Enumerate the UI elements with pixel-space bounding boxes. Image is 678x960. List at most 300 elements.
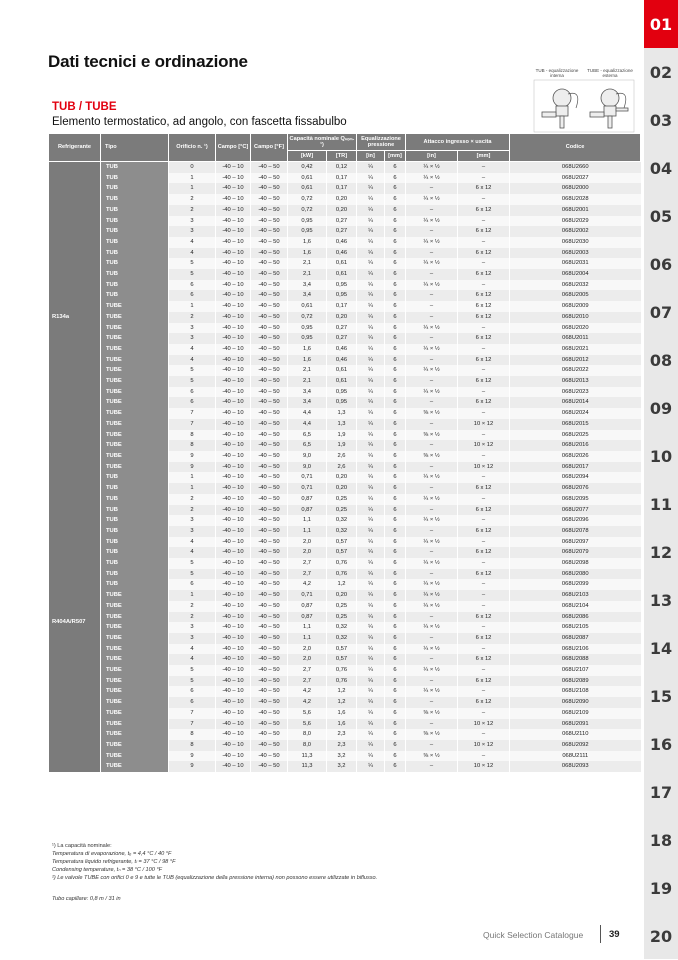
cell-tr: 1,3 — [327, 408, 357, 419]
specification-table — [48, 133, 641, 772]
page-number: 39 — [609, 929, 620, 940]
sidebar-chapter-06[interactable]: 06 — [649, 254, 673, 274]
cell-campo-f: -40 – 50 — [251, 537, 288, 548]
cell-campo-f: -40 – 50 — [251, 355, 288, 366]
cell-att-mm: – — [458, 751, 510, 762]
cell-att-in: ¼ × ½ — [406, 590, 458, 601]
cell-eq-in: ¼ — [357, 430, 385, 441]
cell-tipo: TUBE — [101, 612, 169, 623]
cell-eq-in: ¼ — [357, 226, 385, 237]
cell-tr: 0,27 — [327, 216, 357, 227]
cell-orificio: 4 — [169, 644, 216, 655]
cell-tr: 0,76 — [327, 665, 357, 676]
cell-codice: 068U2107 — [510, 665, 641, 676]
cell-campo-f: -40 – 50 — [251, 194, 288, 205]
sidebar-chapter-07[interactable]: 07 — [649, 302, 673, 322]
cell-codice: 068U2022 — [510, 365, 641, 376]
cell-orificio: 2 — [169, 601, 216, 612]
cell-tr: 0,76 — [327, 558, 357, 569]
cell-orificio: 0 — [169, 162, 216, 173]
cell-tipo: TUB — [101, 280, 169, 291]
cell-eq-mm: 6 — [385, 547, 406, 558]
cell-codice: 068U2017 — [510, 462, 641, 473]
footer-catalogue-label: Quick Selection Catalogue — [483, 930, 584, 940]
header-campo-f: Campo [°F] — [251, 134, 288, 162]
cell-campo-f: -40 – 50 — [251, 408, 288, 419]
cell-campo-c: -40 – 10 — [216, 729, 251, 740]
table-row — [49, 301, 641, 312]
cell-att-mm: – — [458, 173, 510, 184]
cell-eq-in: ¼ — [357, 601, 385, 612]
cell-campo-f: -40 – 50 — [251, 226, 288, 237]
cell-kw: 11,3 — [288, 751, 327, 762]
cell-eq-mm: 6 — [385, 697, 406, 708]
cell-att-in: ¼ × ½ — [406, 537, 458, 548]
cell-att-mm: 6 x 12 — [458, 612, 510, 623]
cell-campo-f: -40 – 50 — [251, 612, 288, 623]
cell-campo-c: -40 – 10 — [216, 365, 251, 376]
cell-tipo: TUB — [101, 237, 169, 248]
cell-codice: 068U2029 — [510, 216, 641, 227]
sidebar-chapter-13[interactable]: 13 — [649, 590, 673, 610]
cell-att-mm: – — [458, 590, 510, 601]
sidebar-chapter-10[interactable]: 10 — [649, 446, 673, 466]
cell-tr: 0,20 — [327, 194, 357, 205]
cell-campo-f: -40 – 50 — [251, 237, 288, 248]
table-row — [49, 494, 641, 505]
cell-eq-mm: 6 — [385, 205, 406, 216]
header-tipo: Tipo — [101, 134, 169, 162]
cell-eq-mm: 6 — [385, 505, 406, 516]
cell-kw: 4,2 — [288, 579, 327, 590]
cell-codice: 068U2095 — [510, 494, 641, 505]
cell-campo-c: -40 – 10 — [216, 612, 251, 623]
cell-eq-in: ¼ — [357, 622, 385, 633]
cell-campo-f: -40 – 50 — [251, 654, 288, 665]
cell-kw: 0,71 — [288, 590, 327, 601]
cell-eq-in: ¼ — [357, 419, 385, 430]
cell-eq-mm: 6 — [385, 472, 406, 483]
cell-kw: 4,2 — [288, 686, 327, 697]
cell-att-mm: – — [458, 601, 510, 612]
cell-att-mm: 6 x 12 — [458, 226, 510, 237]
cell-eq-in: ¼ — [357, 301, 385, 312]
cell-eq-mm: 6 — [385, 612, 406, 623]
cell-kw: 9,0 — [288, 451, 327, 462]
cell-orificio: 3 — [169, 526, 216, 537]
cell-eq-in: ¼ — [357, 290, 385, 301]
cell-att-mm: 6 x 12 — [458, 483, 510, 494]
cell-campo-f: -40 – 50 — [251, 633, 288, 644]
cell-att-mm: 10 × 12 — [458, 719, 510, 730]
cell-tr: 0,32 — [327, 622, 357, 633]
cell-tipo: TUBE — [101, 387, 169, 398]
cell-orificio: 5 — [169, 558, 216, 569]
cell-att-mm: – — [458, 515, 510, 526]
cell-kw: 0,61 — [288, 183, 327, 194]
cell-kw: 1,1 — [288, 622, 327, 633]
cell-tipo: TUBE — [101, 740, 169, 751]
cell-campo-f: -40 – 50 — [251, 697, 288, 708]
cell-kw: 11,3 — [288, 761, 327, 772]
cell-orificio: 8 — [169, 440, 216, 451]
cell-tipo: TUB — [101, 515, 169, 526]
cell-orificio: 4 — [169, 355, 216, 366]
cell-campo-f: -40 – 50 — [251, 719, 288, 730]
cell-eq-in: ¼ — [357, 462, 385, 473]
note-biflusso: ²) Le valvole TUBE con orifici 0 e 9 e tutte le TUB (equalizzazione della pressione interna) non possono essere utilizzate in biflusso. — [52, 875, 378, 881]
sidebar-chapter-16[interactable]: 16 — [649, 734, 673, 754]
cell-eq-in: ¼ — [357, 323, 385, 334]
cell-tr: 0,17 — [327, 183, 357, 194]
table-row — [49, 526, 641, 537]
cell-campo-f: -40 – 50 — [251, 387, 288, 398]
cell-eq-mm: 6 — [385, 515, 406, 526]
cell-att-in: – — [406, 526, 458, 537]
cell-campo-c: -40 – 10 — [216, 430, 251, 441]
cell-att-mm: 6 x 12 — [458, 312, 510, 323]
cell-att-in: – — [406, 333, 458, 344]
cell-campo-f: -40 – 50 — [251, 505, 288, 516]
cell-campo-c: -40 – 10 — [216, 408, 251, 419]
sidebar-chapter-14[interactable]: 14 — [649, 638, 673, 658]
cell-eq-in: ¼ — [357, 515, 385, 526]
cell-campo-c: -40 – 10 — [216, 686, 251, 697]
cell-eq-in: ¼ — [357, 162, 385, 173]
cell-tr: 0,20 — [327, 472, 357, 483]
cell-att-in: – — [406, 397, 458, 408]
cell-eq-mm: 6 — [385, 344, 406, 355]
cell-tipo: TUB — [101, 226, 169, 237]
cell-att-in: ¼ × ½ — [406, 686, 458, 697]
cell-codice: 068U2077 — [510, 505, 641, 516]
cell-tr: 2,3 — [327, 729, 357, 740]
cell-orificio: 1 — [169, 472, 216, 483]
cell-eq-mm: 6 — [385, 654, 406, 665]
cell-att-in: – — [406, 376, 458, 387]
cell-eq-in: ¼ — [357, 665, 385, 676]
cell-campo-f: -40 – 50 — [251, 173, 288, 184]
cell-campo-c: -40 – 10 — [216, 162, 251, 173]
cell-codice: 068U2000 — [510, 183, 641, 194]
cell-codice: 068U2106 — [510, 644, 641, 655]
cell-tipo: TUB — [101, 547, 169, 558]
cell-att-mm: 6 x 12 — [458, 355, 510, 366]
cell-eq-in: ¼ — [357, 579, 385, 590]
cell-eq-in: ¼ — [357, 505, 385, 516]
cell-tipo: TUBE — [101, 344, 169, 355]
cell-kw: 2,7 — [288, 665, 327, 676]
table-row — [49, 633, 641, 644]
table-row — [49, 612, 641, 623]
cell-campo-c: -40 – 10 — [216, 644, 251, 655]
cell-campo-c: -40 – 10 — [216, 355, 251, 366]
cell-tipo: TUB — [101, 194, 169, 205]
cell-att-in: – — [406, 462, 458, 473]
cell-tipo: TUB — [101, 526, 169, 537]
cell-eq-mm: 6 — [385, 558, 406, 569]
cell-kw: 0,72 — [288, 205, 327, 216]
cell-orificio: 6 — [169, 579, 216, 590]
sidebar-chapter-15[interactable]: 15 — [649, 686, 673, 706]
sidebar-chapter-08[interactable]: 08 — [649, 350, 673, 370]
valve-diagram — [532, 68, 637, 136]
sidebar-chapter-04[interactable]: 04 — [649, 158, 673, 178]
cell-orificio: 6 — [169, 387, 216, 398]
table-row — [49, 430, 641, 441]
cell-eq-mm: 6 — [385, 173, 406, 184]
cell-att-mm: – — [458, 472, 510, 483]
cell-codice: 068U2012 — [510, 355, 641, 366]
cell-eq-mm: 6 — [385, 408, 406, 419]
cell-tipo: TUB — [101, 258, 169, 269]
cell-campo-c: -40 – 10 — [216, 344, 251, 355]
cell-campo-f: -40 – 50 — [251, 740, 288, 751]
cell-tr: 0,12 — [327, 162, 357, 173]
cell-att-in: – — [406, 419, 458, 430]
cell-eq-in: ¼ — [357, 654, 385, 665]
cell-codice: 068U2099 — [510, 579, 641, 590]
cell-eq-mm: 6 — [385, 590, 406, 601]
cell-codice: 068U2030 — [510, 237, 641, 248]
cell-tr: 0,95 — [327, 397, 357, 408]
cell-eq-mm: 6 — [385, 494, 406, 505]
cell-eq-mm: 6 — [385, 462, 406, 473]
cell-att-in: – — [406, 301, 458, 312]
cell-kw: 8,0 — [288, 740, 327, 751]
cell-att-in: – — [406, 654, 458, 665]
cell-eq-in: ¼ — [357, 312, 385, 323]
cell-campo-f: -40 – 50 — [251, 515, 288, 526]
cell-tr: 0,95 — [327, 280, 357, 291]
cell-tipo: TUBE — [101, 697, 169, 708]
cell-campo-c: -40 – 10 — [216, 633, 251, 644]
cell-codice: 068U2109 — [510, 708, 641, 719]
cell-tipo: TUBE — [101, 451, 169, 462]
cell-eq-mm: 6 — [385, 579, 406, 590]
cell-att-mm: 6 x 12 — [458, 697, 510, 708]
cell-eq-mm: 6 — [385, 761, 406, 772]
table-row — [49, 761, 641, 772]
cell-tr: 0,46 — [327, 237, 357, 248]
sidebar-chapter-03[interactable]: 03 — [649, 110, 673, 130]
sidebar-chapter-20[interactable]: 20 — [649, 926, 673, 946]
cell-campo-f: -40 – 50 — [251, 472, 288, 483]
cell-orificio: 9 — [169, 751, 216, 762]
cell-orificio: 5 — [169, 258, 216, 269]
table-row — [49, 376, 641, 387]
cell-orificio: 2 — [169, 194, 216, 205]
cell-tr: 3,2 — [327, 761, 357, 772]
cell-orificio: 9 — [169, 451, 216, 462]
cell-eq-in: ¼ — [357, 397, 385, 408]
cell-codice: 068U2094 — [510, 472, 641, 483]
cell-eq-in: ¼ — [357, 569, 385, 580]
cell-tipo: TUBE — [101, 633, 169, 644]
sidebar-chapter-02[interactable]: 02 — [649, 62, 673, 82]
cell-tipo: TUB — [101, 290, 169, 301]
sidebar-chapter-05[interactable]: 05 — [649, 206, 673, 226]
cell-tipo: TUBE — [101, 761, 169, 772]
cell-tr: 0,46 — [327, 248, 357, 259]
sidebar-chapter-11[interactable]: 11 — [649, 494, 673, 514]
cell-campo-c: -40 – 10 — [216, 505, 251, 516]
cell-campo-f: -40 – 50 — [251, 205, 288, 216]
cell-orificio: 4 — [169, 248, 216, 259]
section-title: TUB / TUBE — [52, 101, 117, 113]
cell-eq-mm: 6 — [385, 740, 406, 751]
note-condensing: Condensing temperature, tₙ = 38 °C / 100 °F — [52, 867, 163, 873]
cell-att-in: ¼ × ½ — [406, 344, 458, 355]
cell-campo-f: -40 – 50 — [251, 430, 288, 441]
cell-att-mm: 10 × 12 — [458, 740, 510, 751]
cell-tr: 0,32 — [327, 633, 357, 644]
cell-eq-mm: 6 — [385, 387, 406, 398]
cell-eq-in: ¼ — [357, 440, 385, 451]
cell-kw: 0,95 — [288, 323, 327, 334]
cell-tr: 2,3 — [327, 740, 357, 751]
cell-eq-mm: 6 — [385, 622, 406, 633]
cell-codice: 068U2086 — [510, 612, 641, 623]
cell-codice: 068U2092 — [510, 740, 641, 751]
cell-att-in: ¼ × ½ — [406, 579, 458, 590]
cell-campo-f: -40 – 50 — [251, 440, 288, 451]
table-body — [49, 162, 641, 773]
cell-codice: 068U2027 — [510, 173, 641, 184]
cell-campo-f: -40 – 50 — [251, 676, 288, 687]
cell-tipo: TUBE — [101, 654, 169, 665]
cell-att-mm: 6 x 12 — [458, 376, 510, 387]
cell-eq-in: ¼ — [357, 451, 385, 462]
cell-att-mm: – — [458, 365, 510, 376]
cell-att-in: – — [406, 612, 458, 623]
cell-tr: 0,61 — [327, 365, 357, 376]
cell-eq-mm: 6 — [385, 751, 406, 762]
cell-att-mm: – — [458, 729, 510, 740]
cell-eq-in: ¼ — [357, 633, 385, 644]
cell-campo-f: -40 – 50 — [251, 558, 288, 569]
cell-campo-c: -40 – 10 — [216, 451, 251, 462]
cell-tipo: TUB — [101, 248, 169, 259]
table-row — [49, 451, 641, 462]
cell-campo-c: -40 – 10 — [216, 494, 251, 505]
sidebar-chapter-19[interactable]: 19 — [649, 878, 673, 898]
cell-campo-c: -40 – 10 — [216, 462, 251, 473]
table-row — [49, 258, 641, 269]
cell-att-in: ¼ × ½ — [406, 665, 458, 676]
cell-orificio: 9 — [169, 462, 216, 473]
cell-eq-in: ¼ — [357, 719, 385, 730]
cell-eq-in: ¼ — [357, 494, 385, 505]
cell-campo-f: -40 – 50 — [251, 312, 288, 323]
header-kw: [kW] — [288, 151, 327, 162]
table-row — [49, 515, 641, 526]
cell-campo-c: -40 – 10 — [216, 622, 251, 633]
cell-eq-in: ¼ — [357, 740, 385, 751]
cell-tr: 0,76 — [327, 569, 357, 580]
cell-kw: 0,87 — [288, 612, 327, 623]
cell-tipo: TUBE — [101, 644, 169, 655]
cell-eq-in: ¼ — [357, 237, 385, 248]
cell-campo-f: -40 – 50 — [251, 323, 288, 334]
cell-tipo: TUB — [101, 472, 169, 483]
cell-campo-c: -40 – 10 — [216, 590, 251, 601]
cell-tipo: TUB — [101, 569, 169, 580]
note-liquid: Temperatura liquido refrigerante, tₗ = 37 °C / 98 °F — [52, 859, 176, 865]
cell-campo-c: -40 – 10 — [216, 216, 251, 227]
cell-tipo: TUBE — [101, 719, 169, 730]
table-row — [49, 194, 641, 205]
cell-tipo: TUB — [101, 216, 169, 227]
cell-eq-mm: 6 — [385, 451, 406, 462]
cell-att-in: ¼ × ½ — [406, 194, 458, 205]
cell-codice: 068U2090 — [510, 697, 641, 708]
cell-campo-c: -40 – 10 — [216, 205, 251, 216]
cell-eq-in: ¼ — [357, 537, 385, 548]
header-attacco: Attacco ingresso × uscita — [406, 134, 510, 151]
chapter-sidebar — [644, 0, 678, 959]
cell-eq-mm: 6 — [385, 537, 406, 548]
cell-att-in: ¼ × ½ — [406, 365, 458, 376]
cell-orificio: 2 — [169, 612, 216, 623]
cell-eq-in: ¼ — [357, 558, 385, 569]
cell-eq-mm: 6 — [385, 376, 406, 387]
sidebar-chapter-01[interactable]: 01 — [644, 0, 678, 48]
cell-att-mm: 6 x 12 — [458, 269, 510, 280]
cell-att-in: ¼ × ½ — [406, 173, 458, 184]
cell-campo-f: -40 – 50 — [251, 644, 288, 655]
cell-eq-mm: 6 — [385, 312, 406, 323]
cell-kw: 1,6 — [288, 248, 327, 259]
cell-codice: 068U2104 — [510, 601, 641, 612]
cell-campo-f: -40 – 50 — [251, 344, 288, 355]
cell-tr: 1,3 — [327, 419, 357, 430]
sidebar-chapter-18[interactable]: 18 — [649, 830, 673, 850]
cell-kw: 0,42 — [288, 162, 327, 173]
cell-campo-c: -40 – 10 — [216, 226, 251, 237]
cell-att-mm: – — [458, 323, 510, 334]
cell-eq-in: ¼ — [357, 344, 385, 355]
cell-tr: 0,46 — [327, 344, 357, 355]
capillary-note: Tubo capillare: 0,8 m / 31 in — [52, 896, 121, 902]
sidebar-chapter-12[interactable]: 12 — [649, 542, 673, 562]
header-equalizzazione: Equalizzazione pressione — [357, 134, 406, 151]
cell-tr: 1,9 — [327, 430, 357, 441]
cell-codice: 068U2004 — [510, 269, 641, 280]
cell-orificio: 4 — [169, 654, 216, 665]
cell-kw: 9,0 — [288, 462, 327, 473]
table-row — [49, 558, 641, 569]
cell-codice: 068U2002 — [510, 226, 641, 237]
cell-campo-c: -40 – 10 — [216, 258, 251, 269]
sidebar-chapter-17[interactable]: 17 — [649, 782, 673, 802]
cell-codice: 068U2089 — [510, 676, 641, 687]
cell-att-mm: – — [458, 162, 510, 173]
cell-eq-mm: 6 — [385, 430, 406, 441]
cell-eq-in: ¼ — [357, 472, 385, 483]
table-row — [49, 601, 641, 612]
cell-att-in: ⅜ × ½ — [406, 729, 458, 740]
table-row — [49, 537, 641, 548]
cell-orificio: 4 — [169, 547, 216, 558]
cell-eq-mm: 6 — [385, 440, 406, 451]
cell-att-in: – — [406, 312, 458, 323]
cell-codice: 068U2028 — [510, 194, 641, 205]
sidebar-chapter-09[interactable]: 09 — [649, 398, 673, 418]
cell-orificio: 8 — [169, 430, 216, 441]
cell-tr: 3,2 — [327, 751, 357, 762]
table-row — [49, 719, 641, 730]
